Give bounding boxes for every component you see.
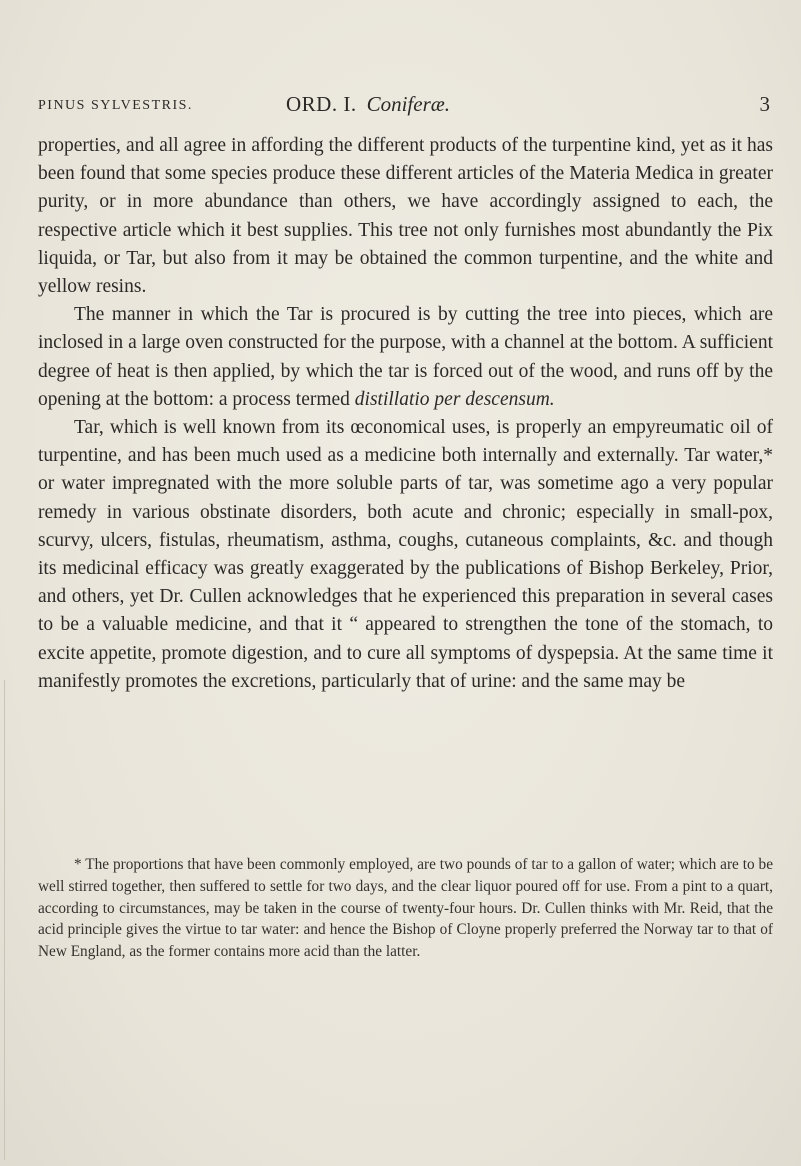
paragraph-1	[38, 132, 773, 301]
paragraph-1-text: properties, and all agree in affording the different products of the turpentine kind, yet as it has been found that some species produce these different articles of the Materia Medica in greater purity, or in more abundance than others, we have accordingly assigned to each, the respective article which it best supplies. This tree not only furnishes most abundantly the Pix liquida, or Tar, but also from it may be obtained the common turpentine, and the white and yellow resins.	[38, 135, 773, 298]
paragraph-2	[38, 301, 773, 414]
order-label: ORD. I.	[286, 92, 357, 116]
order-heading	[286, 92, 450, 117]
paragraph-2-text: The manner in which the Tar is procured is by cutting the tree into pieces, which are inclosed in a large oven constructed for the purpose, with a channel at the bottom. A sufficient degree of heat is then applied, by which the tar is forced out of the wood, and runs off by the opening at the bottom: a process termed	[38, 304, 773, 410]
running-title: PINUS SYLVESTRIS.	[38, 98, 193, 113]
main-text	[38, 132, 773, 696]
page-number: 3	[759, 92, 770, 116]
page-edge-shadow	[4, 680, 5, 1160]
footnote: * The proportions that have been commonly employed, are two pounds of tar to a gallon of water; which are to be well stirred together, then suffered to settle for two days, and the clear liquor poured off for use. From a pint to a quart, according to circumstances, may be taken in the course of twenty-four hours. Dr. Cullen thinks with Mr. Reid, that the acid principle gives the virtue to tar water: and hence the Bishop of Cloyne properly preferred the Norway tar to that of New England, as the former contains more acid than the latter.	[38, 856, 773, 961]
family-label: Coniferæ.	[366, 92, 451, 116]
page-header	[38, 92, 770, 120]
paragraph-3-text: Tar, which is well known from its œconomical uses, is properly an empyreumatic oil of turpentine, and has been much used as a medicine both internally and externally. Tar water,* or water impregnated with the more soluble parts of tar, was sometime ago a very popular remedy in various obstinate disorders, both acute and chronic; especially in small-pox, scurvy, ulcers, fistulas, rheumatism, asthma, coughs, cutaneous complaints, &c. and though its medicinal efficacy was greatly exaggerated by the publications of Bishop Berkeley, Prior, and others, yet Dr. Cullen acknowledges that he experienced this preparation in several cases to be a valuable medicine, and that it “ appeared to strengthen the tone of the stomach, to excite appetite, promote digestion, and to cure all symptoms of dyspepsia. At the same time it manifestly promotes the excretions, particularly that of urine: and the same may be	[38, 417, 773, 692]
paragraph-3	[38, 414, 773, 696]
paragraph-2-italic-term: distillatio per descensum.	[354, 388, 555, 410]
